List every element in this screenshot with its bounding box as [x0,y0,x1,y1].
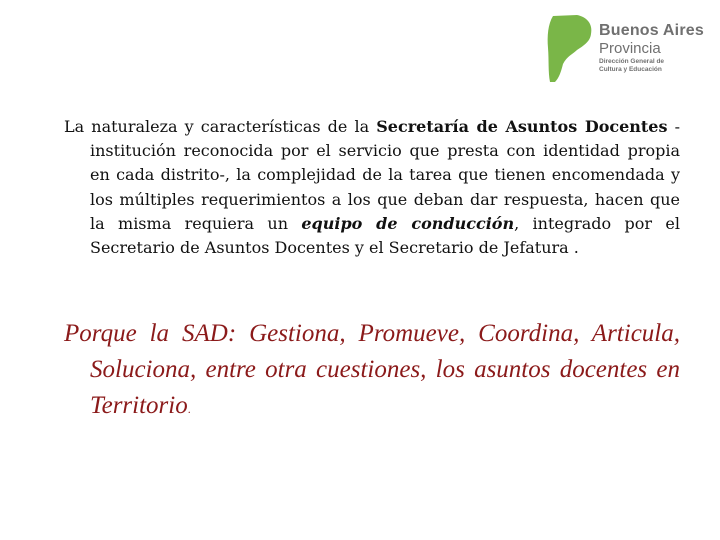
buenos-aires-logo [543,12,715,88]
logo-line4: Cultura y Educación [599,65,662,73]
logo-title: Buenos Aires [599,22,704,39]
highlight-paragraph [64,316,680,427]
highlight-text: Porque la SAD: Gestiona, Promueve, Coordina, Articula, Soluciona, entre otra cuestiones, los asuntos docentes en Territorio [64,320,680,419]
bold-italic-term-equipo: equipo de conducción [301,213,515,233]
body-paragraph [64,115,680,260]
text-segment: La naturaleza y características de la [64,117,377,136]
logo-line3: Dirección General de [599,58,665,65]
bold-term-secretaria: Secretaría de Asuntos Docentes [376,117,668,136]
province-map-icon [543,12,599,88]
logo-subtitle: Provincia [599,40,661,57]
text-segment: , integrado por el Secretario de Asuntos Docentes y el Secretario de Jefatura . [90,213,680,258]
text-segment: -institución reconocida por el servicio que presta con identidad propia en cada distrito-, la complejidad de la tarea que tienen encomendada y los múltiples requerimientos a los que deban dar respuesta, hacen que la misma requiera un [90,117,680,233]
highlight-period: . [187,402,191,416]
